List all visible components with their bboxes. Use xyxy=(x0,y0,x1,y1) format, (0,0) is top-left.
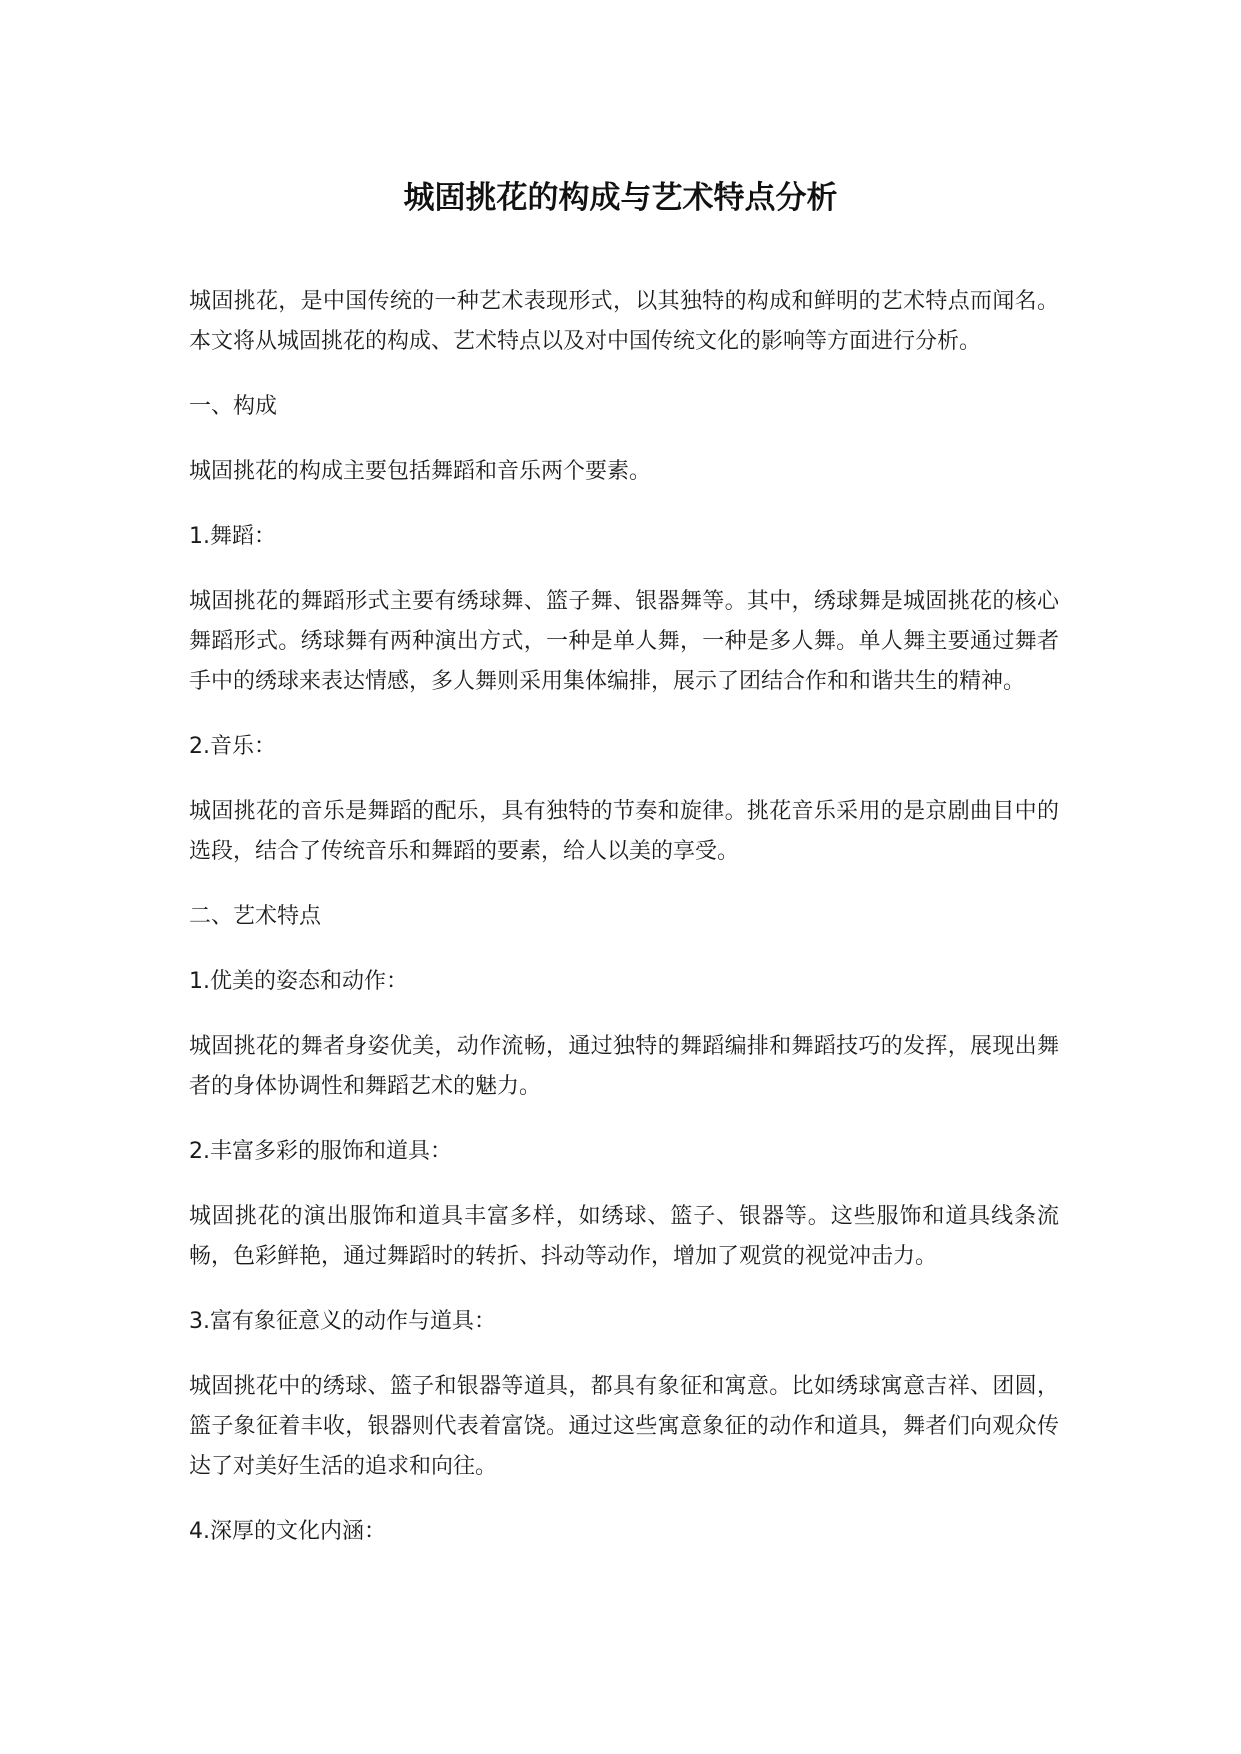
section-heading-art-features: 二、艺术特点 xyxy=(189,904,322,929)
symbolism-paragraph: 城固挑花中的绣球、篮子和银器等道具，都具有象征和寓意。比如绣球寓意吉祥、团圆，篮子象征着丰收，银器则代表着富饶。通过这些寓意象征的动作和道具，舞者们向观众传达了对美好生活的追求和向往。 xyxy=(189,1374,1059,1479)
subheading-symbolism: 3.富有象征意义的动作与道具： xyxy=(189,1309,496,1334)
costume-paragraph: 城固挑花的演出服饰和道具丰富多样，如绣球、篮子、银器等。这些服饰和道具线条流畅，色彩鲜艳，通过舞蹈时的转折、抖动等动作，增加了观赏的视觉冲击力。 xyxy=(189,1204,1059,1269)
dance-paragraph: 城固挑花的舞蹈形式主要有绣球舞、篮子舞、银器舞等。其中，绣球舞是城固挑花的核心舞蹈形式。绣球舞有两种演出方式，一种是单人舞，一种是多人舞。单人舞主要通过舞者手中的绣球来表达情感，多人舞则采用集体编排，展示了团结合作和和谐共生的精神。 xyxy=(189,589,1059,694)
document-body xyxy=(189,282,1059,1577)
subheading-dance: 1.舞蹈： xyxy=(189,524,276,549)
subheading-culture: 4.深厚的文化内涵： xyxy=(189,1519,386,1544)
subheading-music: 2.音乐： xyxy=(189,734,276,759)
intro-paragraph: 城固挑花，是中国传统的一种艺术表现形式，以其独特的构成和鲜明的艺术特点而闻名。本文将从城固挑花的构成、艺术特点以及对中国传统文化的影响等方面进行分析。 xyxy=(189,289,1059,354)
music-paragraph: 城固挑花的音乐是舞蹈的配乐，具有独特的节奏和旋律。挑花音乐采用的是京剧曲目中的选段，结合了传统音乐和舞蹈的要素，给人以美的享受。 xyxy=(189,799,1059,864)
posture-paragraph: 城固挑花的舞者身姿优美，动作流畅，通过独特的舞蹈编排和舞蹈技巧的发挥，展现出舞者的身体协调性和舞蹈艺术的魅力。 xyxy=(189,1034,1059,1099)
composition-paragraph: 城固挑花的构成主要包括舞蹈和音乐两个要素。 xyxy=(189,459,652,484)
document-title: 城固挑花的构成与艺术特点分析 xyxy=(403,180,838,216)
subheading-posture: 1.优美的姿态和动作： xyxy=(189,969,408,994)
subheading-costume: 2.丰富多彩的服饰和道具： xyxy=(189,1139,452,1164)
section-heading-composition: 一、构成 xyxy=(189,394,278,419)
